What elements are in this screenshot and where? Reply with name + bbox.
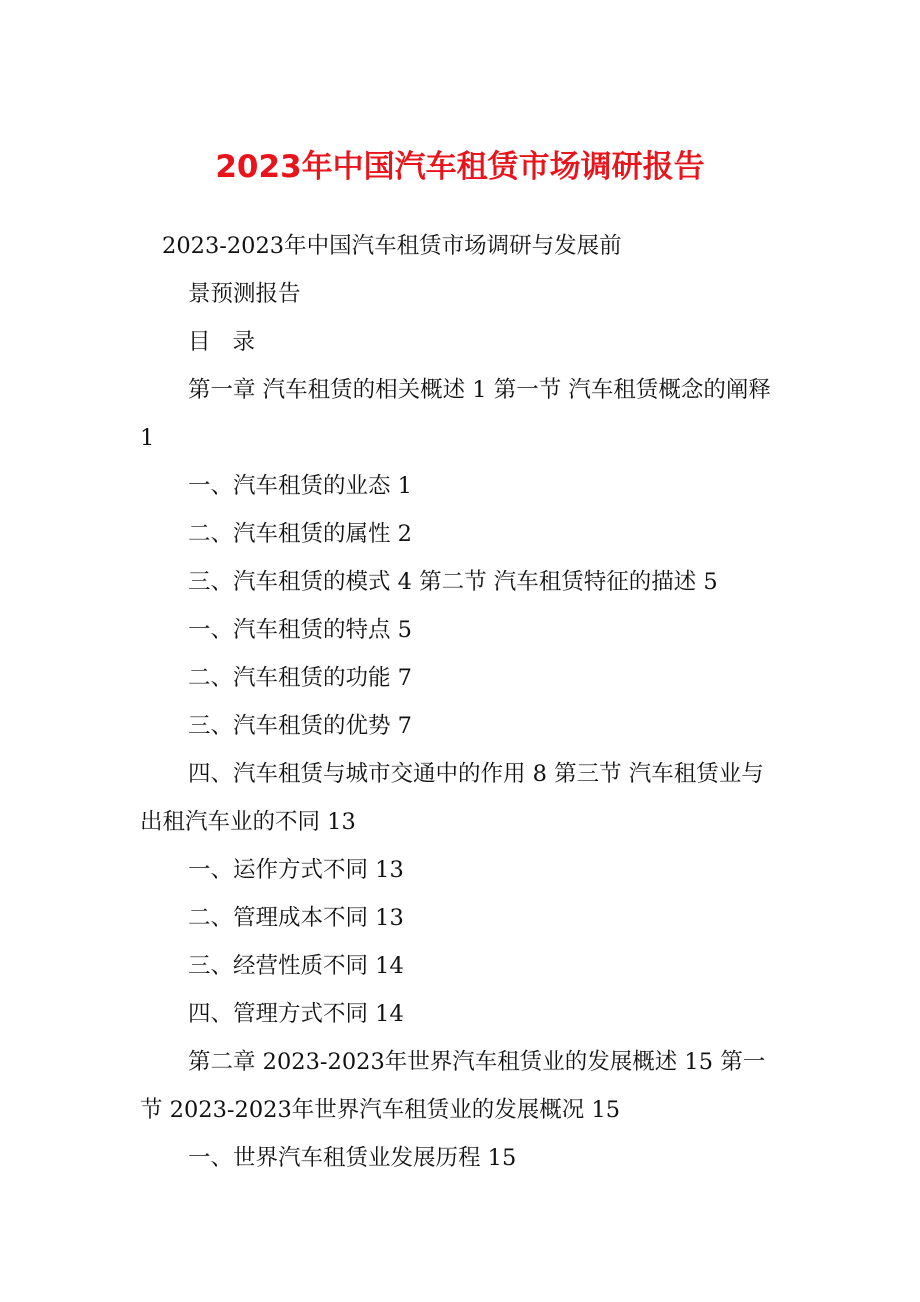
subtitle-line-2: 景预测报告 — [188, 281, 301, 307]
document-title: 2023年中国汽车租赁市场调研报告 — [215, 149, 705, 185]
toc-entry: 二、汽车租赁的属性 2 — [188, 521, 412, 547]
subtitle-line-1: 2023-2023年中国汽车租赁市场调研与发展前 — [162, 233, 622, 259]
toc-entry: 三、汽车租赁的模式 4 第二节 汽车租赁特征的描述 5 — [188, 569, 718, 595]
toc-entry: 三、经营性质不同 14 — [188, 953, 404, 979]
toc-entry: 一、汽车租赁的特点 5 — [188, 617, 412, 643]
toc-entry: 四、管理方式不同 14 — [188, 1001, 404, 1027]
toc-entry: 第二章 2023-2023年世界汽车租赁业的发展概述 15 第一节 2023-2023年世界汽车租赁业的发展概况 15 — [140, 1049, 766, 1123]
toc-entry: 二、汽车租赁的功能 7 — [188, 665, 412, 691]
toc-entry: 第一章 汽车租赁的相关概述 1 第一节 汽车租赁概念的阐释 1 — [140, 377, 771, 451]
toc-entry: 一、世界汽车租赁业发展历程 15 — [188, 1145, 517, 1171]
document-body — [140, 222, 785, 1182]
toc-entry: 二、管理成本不同 13 — [188, 905, 404, 931]
toc-entry: 三、汽车租赁的优势 7 — [188, 713, 412, 739]
toc-heading — [140, 318, 785, 366]
toc-heading-char-1: 目 — [188, 329, 211, 355]
toc-entry: 一、运作方式不同 13 — [188, 857, 404, 883]
toc-entry: 四、汽车租赁与城市交通中的作用 8 第三节 汽车租赁业与出租汽车业的不同 13 — [140, 761, 764, 835]
toc-entry: 一、汽车租赁的业态 1 — [188, 473, 412, 499]
toc-heading-char-2: 录 — [232, 329, 256, 355]
